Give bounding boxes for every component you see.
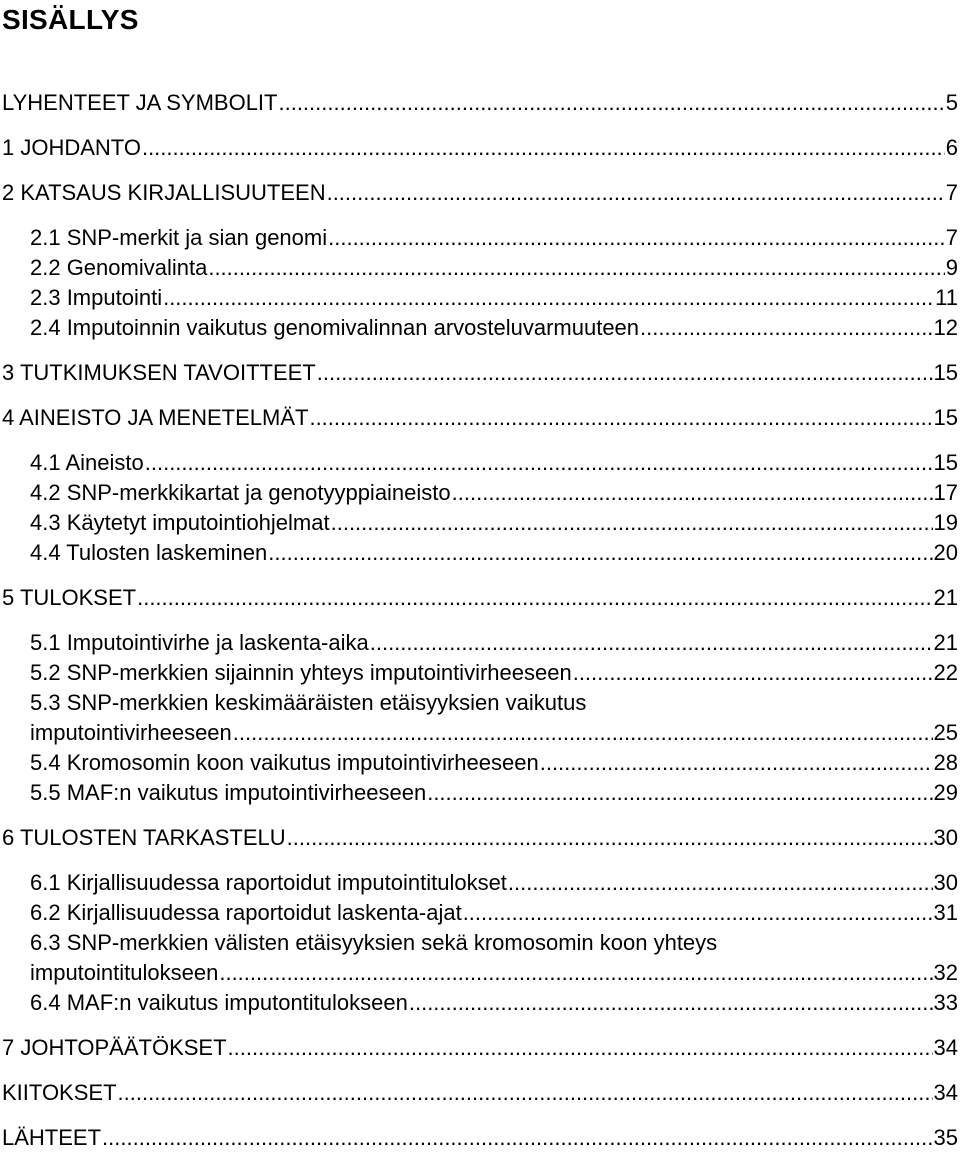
dot-leader [640, 315, 932, 341]
dot-leader [163, 285, 934, 311]
toc-entry[interactable] [30, 255, 958, 281]
dot-leader [228, 1035, 933, 1061]
toc-entry[interactable] [30, 540, 958, 566]
toc-entry[interactable] [2, 1080, 958, 1106]
dot-leader [287, 825, 933, 851]
dot-leader [317, 360, 933, 386]
page-number: 17 [933, 480, 958, 505]
dot-leader [233, 720, 933, 746]
entry-title: 6 TULOSTEN TARKASTELU [2, 825, 286, 850]
toc-entry[interactable] [2, 585, 958, 611]
dot-leader [145, 450, 933, 476]
entry-title: 1 JOHDANTO [2, 135, 141, 160]
entry-title: 4.2 SNP-merkkikartat ja genotyyppiaineisto [30, 480, 451, 505]
page-number: 21 [933, 585, 958, 610]
entry-title: 4.3 Käytetyt imputointiohjelmat [30, 510, 330, 535]
page-number: 20 [933, 540, 958, 565]
toc-entry[interactable] [30, 750, 958, 776]
dot-leader [463, 900, 933, 926]
toc-entry[interactable] [30, 720, 958, 746]
toc-entry-first-line[interactable]: 5.3 SNP-merkkien keskimääräisten etäisyyksien vaikutus [30, 690, 587, 715]
entry-title: 2.1 SNP-merkit ja sian genomi [30, 225, 328, 250]
entry-title: 4.4 Tulosten laskeminen [30, 540, 268, 565]
page-number: 31 [933, 900, 958, 925]
toc-entry[interactable] [2, 135, 958, 161]
entry-title: 5.4 Kromosomin koon vaikutus imputointivirheeseen [30, 750, 539, 775]
entry-title: LYHENTEET JA SYMBOLIT [2, 90, 278, 115]
toc-entry[interactable] [30, 510, 958, 536]
dot-leader [309, 405, 932, 431]
page-number: 12 [933, 315, 958, 340]
entry-title: 4.1 Aineisto [30, 450, 144, 475]
toc-entry[interactable] [30, 630, 958, 656]
entry-title: 6.4 MAF:n vaikutus imputontitulokseen [30, 990, 408, 1015]
entry-title: 6.1 Kirjallisuudessa raportoidut imputointitulokset [30, 870, 507, 895]
dot-leader [427, 780, 932, 806]
page-number: 33 [933, 990, 958, 1015]
entry-title: 2.3 Imputointi [30, 285, 163, 310]
entry-title: 5.2 SNP-merkkien sijainnin yhteys imputointivirheeseen [30, 660, 572, 685]
toc-entry[interactable] [2, 825, 958, 851]
dot-leader [118, 1080, 933, 1106]
page-number: 34 [933, 1035, 958, 1060]
page-number: 29 [933, 780, 958, 805]
dot-leader [328, 225, 945, 251]
entry-title: imputointitulokseen [30, 960, 219, 985]
entry-title: 2 KATSAUS KIRJALLISUUTEEN [2, 180, 326, 205]
page-number: 30 [933, 825, 958, 850]
entry-title: 6.2 Kirjallisuudessa raportoidut laskenta-ajat [30, 900, 462, 925]
entry-title: LÄHTEET [2, 1125, 102, 1150]
page-number: 32 [933, 960, 958, 985]
dot-leader [508, 870, 933, 896]
page-title: SISÄLLYS [2, 4, 139, 35]
dot-leader [219, 960, 932, 986]
entry-title: 2.2 Genomivalinta [30, 255, 208, 280]
page-number: 22 [933, 660, 958, 685]
toc-entry[interactable] [30, 990, 958, 1016]
page-number: 35 [933, 1125, 958, 1150]
toc-entry[interactable] [2, 180, 958, 206]
entry-title: 3 TUTKIMUKSEN TAVOITTEET [2, 360, 316, 385]
dot-leader [331, 510, 933, 536]
entry-title: 5.5 MAF:n vaikutus imputointivirheeseen [30, 780, 427, 805]
toc-entry[interactable] [30, 480, 958, 506]
page-number: 9 [945, 255, 958, 280]
dot-leader [208, 255, 944, 281]
entry-title: 5 TULOKSET [2, 585, 137, 610]
toc-entry[interactable] [30, 660, 958, 686]
toc-entry[interactable] [30, 285, 958, 311]
dot-leader [370, 630, 933, 656]
toc-entry-first-line[interactable]: 6.3 SNP-merkkien välisten etäisyyksien sekä kromosomin koon yhteys [30, 930, 718, 955]
page-number: 15 [933, 360, 958, 385]
dot-leader [137, 585, 932, 611]
dot-leader [540, 750, 933, 776]
toc-entry[interactable] [2, 90, 958, 116]
page-number: 30 [933, 870, 958, 895]
page-number: 28 [933, 750, 958, 775]
toc-entry[interactable] [30, 225, 958, 251]
toc-entry[interactable] [30, 315, 958, 341]
toc-entry[interactable] [2, 360, 958, 386]
page-number: 19 [933, 510, 958, 535]
dot-leader [573, 660, 933, 686]
entry-title: imputointivirheeseen [30, 720, 232, 745]
dot-leader [409, 990, 933, 1016]
toc-entry[interactable] [30, 450, 958, 476]
page-number: 11 [935, 285, 958, 310]
toc-entry[interactable] [30, 780, 958, 806]
toc-entry[interactable] [2, 1035, 958, 1061]
dot-leader [102, 1125, 932, 1151]
page-number: 25 [933, 720, 958, 745]
page-number: 6 [945, 135, 958, 160]
page-number: 5 [945, 90, 958, 115]
dot-leader [452, 480, 933, 506]
entry-title: 4 AINEISTO JA MENETELMÄT [2, 405, 309, 430]
dot-leader [268, 540, 932, 566]
dot-leader [142, 135, 945, 161]
entry-title: KIITOKSET [2, 1080, 117, 1105]
page-number: 34 [933, 1080, 958, 1105]
toc-entry[interactable] [2, 405, 958, 431]
toc-entry[interactable] [2, 1125, 958, 1151]
entry-title: 5.1 Imputointivirhe ja laskenta-aika [30, 630, 369, 655]
page-number: 15 [933, 405, 958, 430]
page-number: 15 [933, 450, 958, 475]
page-number: 21 [933, 630, 958, 655]
dot-leader [327, 180, 945, 206]
page-number: 7 [945, 180, 958, 205]
toc-entry[interactable] [30, 960, 958, 986]
dot-leader [278, 90, 944, 116]
entry-title: 7 JOHTOPÄÄTÖKSET [2, 1035, 227, 1060]
toc-entry[interactable] [30, 900, 958, 926]
entry-title: 2.4 Imputoinnin vaikutus genomivalinnan arvosteluvarmuuteen [30, 315, 640, 340]
page-number: 7 [945, 225, 958, 250]
toc-entry[interactable] [30, 870, 958, 896]
